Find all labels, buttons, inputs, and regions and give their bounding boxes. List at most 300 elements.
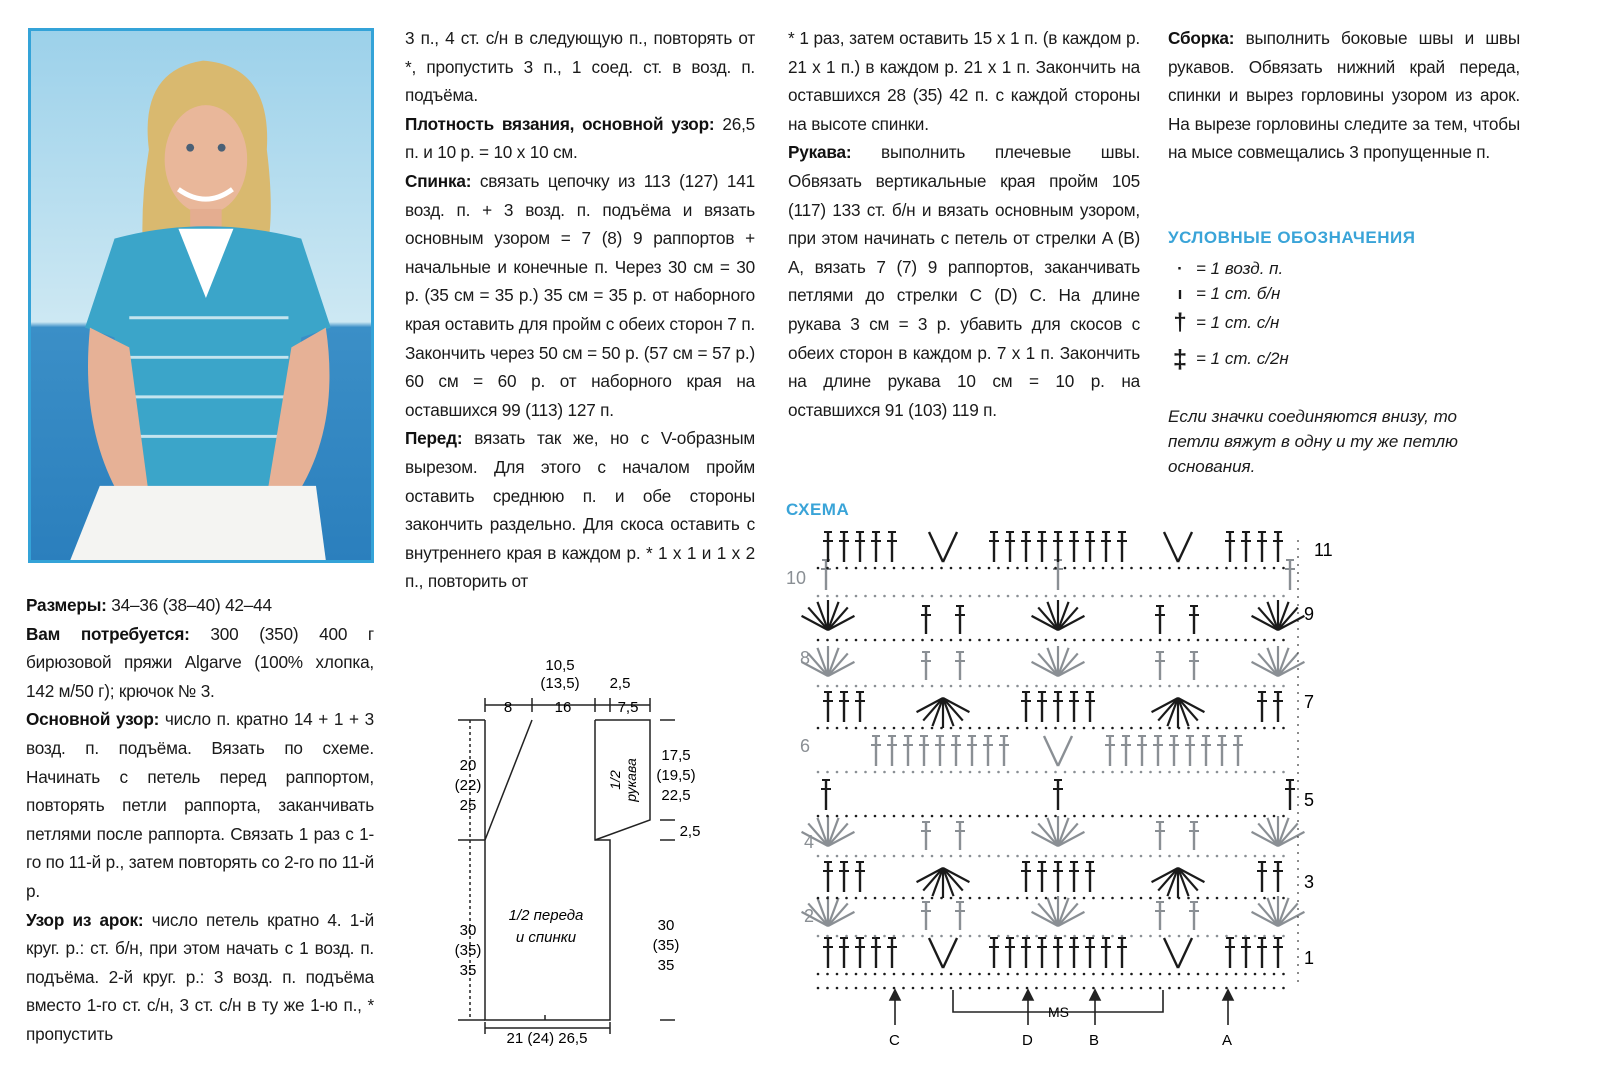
chain-stitch [1263, 639, 1266, 642]
chain-stitch [1092, 567, 1095, 570]
chain-stitch [1026, 771, 1029, 774]
chain-stitch [864, 567, 867, 570]
chain-stitch [1244, 727, 1247, 730]
chain-stitch [1054, 855, 1057, 858]
chain-stitch [1102, 935, 1105, 938]
chain-stitch [1273, 595, 1276, 598]
chain-stitch [902, 685, 905, 688]
chain-stitch [836, 595, 839, 598]
chain-stitch [1007, 987, 1010, 990]
chain-stitch [855, 973, 858, 976]
chain-stitch [826, 685, 829, 688]
chain-stitch [1073, 815, 1076, 818]
chain-stitch [1216, 685, 1219, 688]
chain-stitch [1254, 935, 1257, 938]
v-stitch [1178, 532, 1192, 562]
crochet-chart [786, 520, 1346, 1055]
chain-stitch [1263, 567, 1266, 570]
chain-stitch [1016, 935, 1019, 938]
chain-stitch [1064, 771, 1067, 774]
chain-stitch [1149, 685, 1152, 688]
chain-stitch [1216, 855, 1219, 858]
chain-stitch [1026, 935, 1029, 938]
chain-stitch [1121, 685, 1124, 688]
chain-stitch [864, 727, 867, 730]
chain-stitch [1121, 595, 1124, 598]
chain-stitch [1254, 855, 1257, 858]
chain-stitch [1263, 685, 1266, 688]
column-sleeves [788, 24, 1140, 424]
chain-stitch [1035, 987, 1038, 990]
schematic-left-upper-2: (22) [454, 777, 482, 794]
chain-stitch [1187, 595, 1190, 598]
chain-stitch [1273, 771, 1276, 774]
sleeves-label: Рукава: [788, 142, 852, 163]
chain-stitch [1159, 973, 1162, 976]
chain-stitch [912, 685, 915, 688]
chain-stitch [978, 987, 981, 990]
chain-stitch [1149, 973, 1152, 976]
chain-stitch [1197, 595, 1200, 598]
chain-stitch [1102, 639, 1105, 642]
chain-stitch [1007, 639, 1010, 642]
chain-stitch [826, 771, 829, 774]
legend-item [1168, 281, 1528, 306]
chain-stitch [883, 771, 886, 774]
chain-stitch [1273, 567, 1276, 570]
v-stitch [1164, 938, 1178, 968]
chain-stitch [1083, 855, 1086, 858]
chain-stitch [1026, 639, 1029, 642]
chain-stitch [1092, 595, 1095, 598]
chain-stitch [1263, 855, 1266, 858]
chain-stitch [969, 771, 972, 774]
fan-stitch [808, 653, 828, 676]
chain-stitch [988, 897, 991, 900]
row-number-right: 3 [1304, 872, 1315, 892]
chain-stitch [969, 815, 972, 818]
assembly-label: Сборка: [1168, 28, 1235, 48]
chain-stitch [1149, 639, 1152, 642]
schematic-right-small: 2,5 [679, 823, 701, 840]
chain-stitch [1130, 727, 1133, 730]
chain-stitch [1149, 595, 1152, 598]
chain-stitch [855, 771, 858, 774]
chain-stitch [931, 639, 934, 642]
chain-stitch [969, 935, 972, 938]
chain-stitch [1130, 855, 1133, 858]
chain-stitch [1064, 815, 1067, 818]
chain-stitch [1149, 855, 1152, 858]
chain-stitch [1263, 973, 1266, 976]
chain-stitch [855, 987, 858, 990]
fan-stitch [1038, 653, 1058, 676]
chain-stitch [1102, 771, 1105, 774]
chain-stitch [931, 935, 934, 938]
arch-pattern-label: Узор из арок: [26, 909, 144, 930]
chain-stitch [1111, 855, 1114, 858]
materials-text: 300 (350) 400 г бирюзовой пряжи Algarve (100% хлопка, 142 м/50 г); крючок № 3. [26, 623, 374, 701]
chain-stitch [931, 897, 934, 900]
chain-stitch [1092, 973, 1095, 976]
schematic-sleeve-label-2: рукава [623, 758, 639, 802]
fan-stitch [828, 823, 848, 846]
chain-stitch [1121, 897, 1124, 900]
chain-stitch [1140, 815, 1143, 818]
fan-stitch [923, 698, 943, 721]
schematic-seg2: 16 [554, 699, 572, 716]
chain-stitch [1225, 639, 1228, 642]
chain-stitch [1045, 771, 1048, 774]
chain-stitch [921, 685, 924, 688]
chain-stitch [940, 639, 943, 642]
chain-stitch [1035, 855, 1038, 858]
chain-stitch [1235, 771, 1238, 774]
chain-stitch [978, 595, 981, 598]
chain-stitch [950, 815, 953, 818]
chain-stitch [817, 685, 820, 688]
fan-stitch [1158, 698, 1178, 721]
chain-stitch [912, 973, 915, 976]
chain-stitch [1273, 639, 1276, 642]
chain-stitch [1016, 567, 1019, 570]
chain-stitch [1254, 685, 1257, 688]
schematic-bottom-width: 21 (24) 26,5 [506, 1030, 588, 1047]
chain-stitch [1130, 639, 1133, 642]
chain-stitch [1282, 973, 1285, 976]
chain-stitch [1035, 897, 1038, 900]
chain-stitch [1168, 855, 1171, 858]
chain-stitch [1216, 727, 1219, 730]
chain-stitch [969, 897, 972, 900]
chain-stitch [1035, 595, 1038, 598]
fan-stitch [1058, 653, 1078, 676]
chain-stitch [1225, 815, 1228, 818]
fan-stitch [1038, 607, 1058, 630]
chain-stitch [912, 567, 915, 570]
chain-stitch [1064, 639, 1067, 642]
chain-stitch [931, 987, 934, 990]
fan-stitch [808, 607, 828, 630]
fan-stitch [1258, 607, 1278, 630]
schematic-right-lower-1: 30 [657, 917, 675, 934]
chain-stitch [836, 897, 839, 900]
chain-stitch [988, 815, 991, 818]
chain-stitch [1035, 973, 1038, 976]
row-number-right: 7 [1304, 692, 1315, 712]
chain-stitch [1054, 639, 1057, 642]
fan-stitch [1038, 823, 1058, 846]
chain-stitch [1054, 595, 1057, 598]
chain-stitch [1102, 973, 1105, 976]
chain-stitch [1111, 815, 1114, 818]
chain-stitch [826, 973, 829, 976]
chain-stitch [1111, 595, 1114, 598]
chain-stitch [1121, 815, 1124, 818]
chain-stitch [1263, 815, 1266, 818]
materials-label: Вам потребуется: [26, 623, 190, 644]
chain-stitch [893, 595, 896, 598]
chain-stitch [1216, 973, 1219, 976]
chain-stitch [1140, 987, 1143, 990]
chain-stitch [959, 595, 962, 598]
chain-stitch [1159, 771, 1162, 774]
legend-text: = 1 ст. с/2н [1196, 349, 1289, 368]
chain-stitch [1054, 973, 1057, 976]
row-number-right: 5 [1304, 790, 1315, 810]
chain-stitch [1007, 727, 1010, 730]
chain-stitch [1235, 567, 1238, 570]
chain-stitch [950, 935, 953, 938]
schematic-left-lower-3: 35 [459, 962, 477, 979]
chain-stitch [1244, 855, 1247, 858]
chain-stitch [902, 595, 905, 598]
chain-stitch [1159, 987, 1162, 990]
chain-stitch [1159, 855, 1162, 858]
chain-stitch [902, 935, 905, 938]
chain-stitch [1178, 771, 1181, 774]
chain-stitch [845, 973, 848, 976]
chain-stitch [855, 595, 858, 598]
chain-stitch [1216, 771, 1219, 774]
chain-stitch [1282, 855, 1285, 858]
chain-stitch [1064, 685, 1067, 688]
chain-stitch [912, 815, 915, 818]
chain-stitch [1178, 855, 1181, 858]
chain-stitch [893, 685, 896, 688]
chain-stitch [1064, 897, 1067, 900]
schematic-left-lower-1: 30 [459, 922, 477, 939]
chain-stitch [902, 987, 905, 990]
chain-stitch [1073, 567, 1076, 570]
chain-stitch [1045, 987, 1048, 990]
chain-stitch [1197, 727, 1200, 730]
chain-stitch [1083, 935, 1086, 938]
chain-stitch [1073, 685, 1076, 688]
chain-stitch [1083, 897, 1086, 900]
chain-stitch [893, 973, 896, 976]
chain-stitch [893, 639, 896, 642]
chain-stitch [969, 595, 972, 598]
ms-label: MS [1048, 1004, 1069, 1020]
chain-stitch [1111, 771, 1114, 774]
chain-stitch [1064, 987, 1067, 990]
chain-stitch [1216, 815, 1219, 818]
chain-stitch [1244, 639, 1247, 642]
chain-stitch [836, 973, 839, 976]
chain-stitch [969, 727, 972, 730]
chain-stitch [874, 935, 877, 938]
chain-stitch [912, 935, 915, 938]
schematic-left-upper-3: 25 [459, 797, 477, 814]
chain-stitch [1007, 685, 1010, 688]
chain-stitch [1064, 727, 1067, 730]
chain-stitch [997, 815, 1000, 818]
chain-stitch [1235, 685, 1238, 688]
chain-stitch [826, 987, 829, 990]
schematic-right-lower-2: (35) [652, 937, 680, 954]
chain-stitch [874, 973, 877, 976]
fan-stitch [828, 653, 848, 676]
chain-stitch [969, 685, 972, 688]
chain-stitch [1235, 855, 1238, 858]
chain-stitch [826, 855, 829, 858]
chain-stitch [1130, 595, 1133, 598]
chain-stitch [1206, 973, 1209, 976]
chain-stitch [1111, 639, 1114, 642]
chain-stitch [1026, 567, 1029, 570]
legend-note: Если значки соединяются внизу, то петли вяжут в одну и ту же петлю основания. [1168, 407, 1458, 476]
chain-stitch [836, 727, 839, 730]
chain-stitch [969, 987, 972, 990]
chain-stitch [1273, 815, 1276, 818]
chain-stitch [855, 685, 858, 688]
chain-stitch [1178, 973, 1181, 976]
chain-stitch [902, 973, 905, 976]
row-number-left: 10 [786, 568, 807, 588]
chain-stitch [1054, 935, 1057, 938]
chain-stitch [902, 855, 905, 858]
chain-stitch [864, 595, 867, 598]
chain-stitch [1235, 935, 1238, 938]
chain-stitch [1244, 987, 1247, 990]
fan-stitch [1258, 903, 1278, 926]
chain-stitch [864, 897, 867, 900]
chain-stitch [883, 815, 886, 818]
chain-stitch [1197, 815, 1200, 818]
chain-stitch [845, 771, 848, 774]
chain-stitch [1216, 567, 1219, 570]
chain-stitch [1140, 639, 1143, 642]
chain-stitch [1016, 987, 1019, 990]
chain-stitch [845, 815, 848, 818]
chain-stitch [1130, 771, 1133, 774]
chain-stitch [855, 935, 858, 938]
chain-stitch [1083, 771, 1086, 774]
chain-stitch [1263, 771, 1266, 774]
chain-stitch [1282, 685, 1285, 688]
chain-stitch [1121, 639, 1124, 642]
chain-stitch [1159, 897, 1162, 900]
schematic-seg1: 8 [503, 699, 513, 716]
chain-stitch [1206, 771, 1209, 774]
chain-stitch [893, 771, 896, 774]
row-number-left: 4 [804, 832, 815, 852]
chain-stitch [1016, 639, 1019, 642]
chain-stitch [874, 987, 877, 990]
sizes-text: 34–36 (38–40) 42–44 [106, 595, 272, 615]
chain-stitch [1178, 685, 1181, 688]
chain-stitch [845, 727, 848, 730]
chain-stitch [1092, 771, 1095, 774]
assembly-text: выполнить боковые швы и швы рукавов. Обвязать нижний край переда, спинки и вырез горловины узором из арок. На вырезе горловины следите за тем, чтобы на мысе совмещались 3 пропущенные п. [1168, 28, 1520, 163]
chain-stitch [1121, 771, 1124, 774]
scheme-title: СХЕМА [786, 500, 850, 519]
chain-stitch [826, 935, 829, 938]
tr-icon: ‡ [1172, 344, 1188, 374]
chain-stitch [950, 973, 953, 976]
chain-stitch [883, 897, 886, 900]
chain-stitch [1102, 815, 1105, 818]
chain-stitch [969, 567, 972, 570]
chain-stitch [1045, 685, 1048, 688]
chain-stitch [1121, 935, 1124, 938]
chain-stitch [1092, 935, 1095, 938]
schematic-top-width-2: (13,5) [540, 675, 580, 692]
fan-stitch [943, 868, 963, 891]
chain-stitch [997, 727, 1000, 730]
chain-stitch [950, 639, 953, 642]
chain-stitch [1007, 855, 1010, 858]
chain-stitch [845, 639, 848, 642]
chain-stitch [1073, 727, 1076, 730]
chain-stitch [1054, 567, 1057, 570]
chain-stitch [1168, 639, 1171, 642]
chain-stitch [845, 935, 848, 938]
legend-item [1168, 256, 1528, 281]
chain-stitch [1140, 935, 1143, 938]
row-number-right: 9 [1304, 604, 1315, 624]
chain-stitch [1178, 987, 1181, 990]
chain-stitch [1083, 815, 1086, 818]
chain-stitch [1216, 897, 1219, 900]
arrow-label-d: D [1022, 1032, 1033, 1049]
chain-stitch [1102, 987, 1105, 990]
chain-stitch [978, 567, 981, 570]
chain-stitch [1273, 855, 1276, 858]
chain-stitch [1111, 727, 1114, 730]
crochet-rows [802, 532, 1305, 989]
front-label: Перед: [405, 428, 463, 449]
chain-stitch [1045, 639, 1048, 642]
chain-stitch [1187, 685, 1190, 688]
chain-stitch [1130, 935, 1133, 938]
schematic-sleeve-top: 2,5 [609, 675, 631, 692]
v-stitch [943, 532, 957, 562]
chain-stitch [1064, 855, 1067, 858]
chain-stitch [959, 771, 962, 774]
chain-stitch [845, 987, 848, 990]
chain-stitch [921, 987, 924, 990]
chain-stitch [1073, 771, 1076, 774]
arrow-label-c: C [889, 1032, 900, 1049]
fan-stitch [923, 868, 943, 891]
chain-stitch [921, 595, 924, 598]
chain-stitch [1007, 935, 1010, 938]
chain-stitch [1282, 727, 1285, 730]
chain-stitch [1187, 987, 1190, 990]
chain-stitch [1102, 595, 1105, 598]
chain-stitch [988, 935, 991, 938]
chain-stitch [1197, 935, 1200, 938]
chain-stitch [1111, 973, 1114, 976]
chain-stitch [1273, 987, 1276, 990]
chain-stitch [1092, 815, 1095, 818]
chain-stitch [817, 815, 820, 818]
chain-stitch [1035, 567, 1038, 570]
chain-stitch [855, 855, 858, 858]
legend-title: УСЛОВНЫЕ ОБОЗНАЧЕНИЯ [1168, 228, 1416, 247]
chain-stitch [836, 855, 839, 858]
chain-stitch [1130, 685, 1133, 688]
chain-stitch [921, 771, 924, 774]
main-pattern-label: Основной узор: [26, 709, 160, 730]
chain-stitch [1225, 595, 1228, 598]
chain-stitch [845, 897, 848, 900]
chain-stitch [1016, 973, 1019, 976]
sleeves-text: выполнить плечевые швы. Обвязать вертикальные края пройм 105 (117) 133 ст. б/н и вязать основным узором, при этом начинать с петель от стрелки A (B) A, вязать 7 (7) 9 раппортов, заканчивать петлями до стрелки C (D) C. На длине рукава 3 см = 3 р. убавить для скосов с обеих сторон в каждом р. 7 x 1 п. Закончить на длине рукава 10 см = 10 р. на оставшихся 91 (103) 119 п. [788, 142, 1140, 420]
chain-stitch [978, 897, 981, 900]
